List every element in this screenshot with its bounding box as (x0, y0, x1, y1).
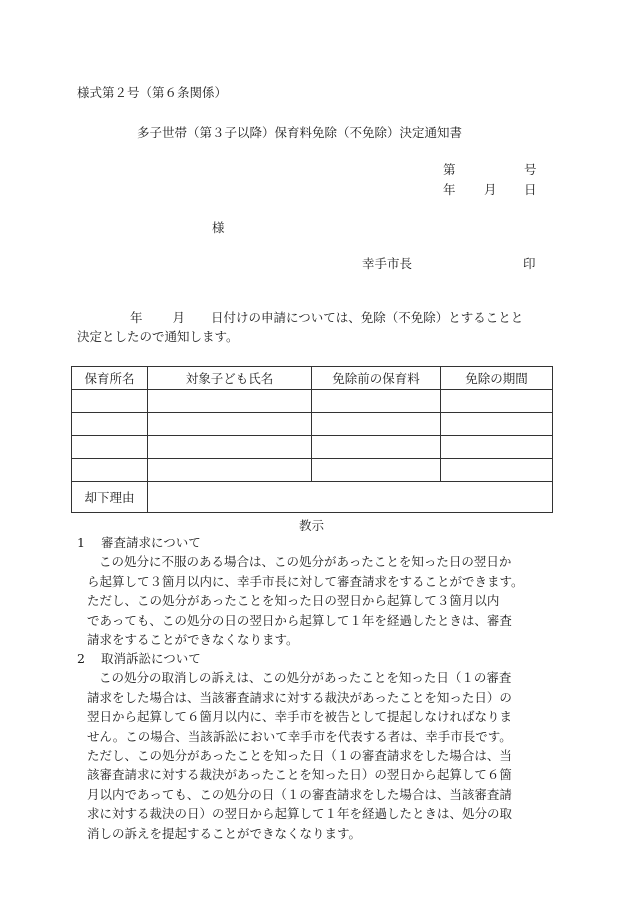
body-line-1 (77, 308, 557, 327)
document-number-prefix: 第 (443, 162, 456, 177)
table-row (72, 436, 553, 459)
notice-section-appeal (77, 533, 567, 649)
section-number: 2 (77, 651, 85, 666)
table-cell (148, 390, 312, 413)
section-heading-text: 審査請求について (101, 535, 201, 550)
table-cell (441, 390, 553, 413)
addressee-honorific: 様 (212, 220, 225, 235)
body-line-2: 決定としたので通知します。 (77, 329, 239, 344)
rejection-reason-value (148, 482, 553, 513)
date-year-label: 年 (443, 182, 456, 197)
notification-body (77, 308, 557, 346)
rejection-reason-label: 却下理由 (72, 482, 148, 513)
section-line: ただし、この処分があったことを知った日の翌日から起算して３箇月以内 (87, 593, 500, 609)
table-cell (148, 413, 312, 436)
table-cell (148, 459, 312, 482)
section-line: 翌日から起算して６箇月以内に、幸手市を被告として提起しなければなりま (87, 709, 513, 725)
date-day-label: 日 (524, 182, 537, 197)
section-heading (77, 649, 567, 668)
section-line: ら起算して３箇月以内に、幸手市長に対して審査請求をすることができます。 (87, 573, 524, 589)
section-line: 消しの訴えを提起することができなくなります。 (87, 825, 362, 841)
section-line: せん。この場合、当該訴訟において幸手市を代表する者は、幸手市長です。 (87, 728, 512, 744)
notice-section-lawsuit (77, 649, 567, 843)
table-cell (312, 436, 441, 459)
table-cell (441, 413, 553, 436)
section-line: 求に対する裁決の日）の翌日から起算して１年を経過したときは、処分の取 (87, 806, 513, 822)
table-cell (72, 413, 148, 436)
table-row (72, 459, 553, 482)
form-label: 様式第２号（第６条関係） (77, 85, 228, 100)
section-line: 請求をすることができなくなります。 (87, 632, 299, 648)
seal-mark: 印 (523, 256, 536, 271)
document-number-suffix: 号 (524, 162, 537, 177)
table-cell (312, 413, 441, 436)
section-line: 請求をした場合は、当該審査請求に対する裁決があったことを知った日）の (87, 689, 512, 705)
body-line1-rest: 日付けの申請については、免除（不免除）とすることと (211, 310, 524, 325)
table-header-row (72, 367, 553, 390)
table-row (72, 413, 553, 436)
section-line: この処分の取消しの訴えは、この処分があったことを知った日（１の審査 (99, 670, 512, 686)
notice-title: 教示 (299, 518, 325, 533)
header-nursery-name: 保育所名 (72, 367, 148, 390)
body-year: 年 (130, 310, 143, 325)
rejection-reason-row (72, 482, 553, 513)
section-number: 1 (77, 535, 85, 550)
document-title: 多子世帯（第３子以降）保育料免除（不免除）決定通知書 (137, 125, 463, 140)
header-fee-before: 免除前の保育料 (312, 367, 441, 390)
date-month-label: 月 (484, 182, 497, 197)
section-heading-text: 取消訴訟について (101, 651, 201, 666)
table-cell (312, 390, 441, 413)
table-cell (441, 459, 553, 482)
section-line: この処分に不服のある場合は、この処分があったことを知った日の翌日か (99, 554, 512, 570)
table-row (72, 390, 553, 413)
exemption-table (71, 366, 553, 513)
section-line: であっても、この処分の日の翌日から起算して１年を経過したときは、審査 (87, 612, 512, 628)
table-cell (72, 459, 148, 482)
section-line: 該審査請求に対する裁決があったことを知った日）の翌日から起算して６箇 (87, 767, 512, 783)
table-cell (72, 390, 148, 413)
section-line: ただし、この処分があったことを知った日（１の審査請求をした場合は、当 (87, 748, 512, 764)
header-child-name: 対象子ども氏名 (148, 367, 312, 390)
header-exemption-period: 免除の期間 (441, 367, 553, 390)
section-heading (77, 533, 567, 552)
table-cell (312, 459, 441, 482)
issuer-name: 幸手市長 (362, 256, 413, 271)
table-cell (72, 436, 148, 459)
table-cell (148, 436, 312, 459)
body-month: 月 (172, 310, 186, 325)
section-line: 月以内であっても、この処分の日（１の審査請求をした場合は、当該審査請 (87, 786, 512, 802)
table-cell (441, 436, 553, 459)
